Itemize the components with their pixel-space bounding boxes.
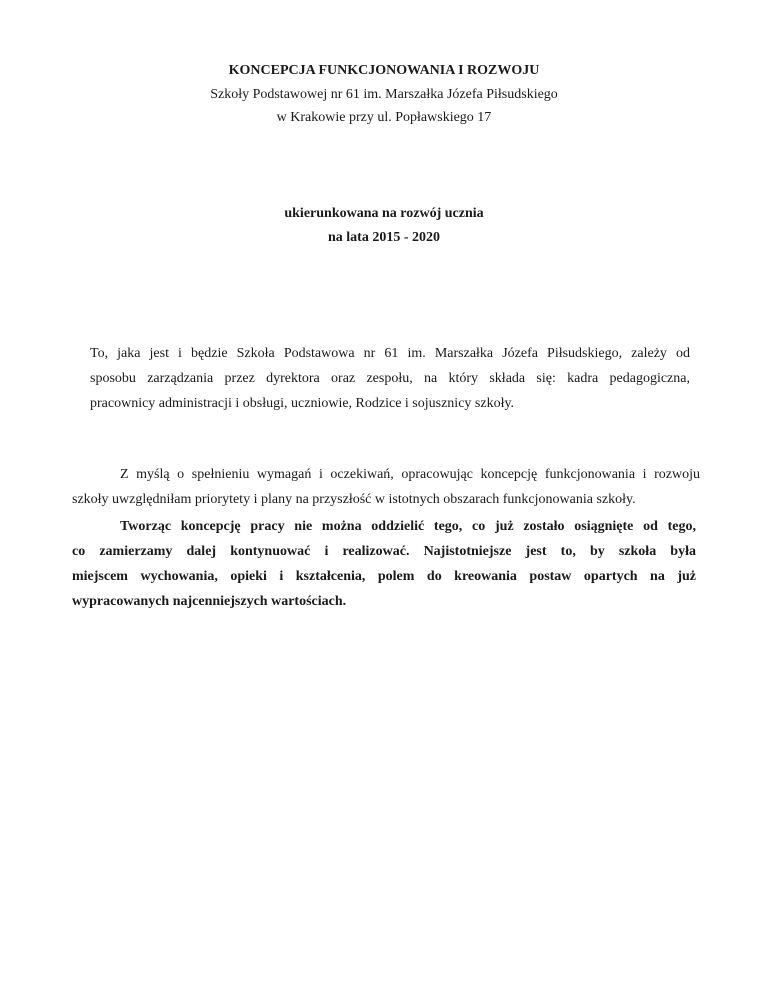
paragraph-line: miejscem wychowania, opieki i kształcenia, polem do kreowania postaw opartych na już — [72, 569, 696, 584]
document-title: KONCEPCJA FUNKCJONOWANIA I ROZWOJU — [228, 63, 540, 78]
paragraph-line: szkoły uwzględniłam priorytety i plany na przyszłość w istotnych obszarach funkcjonowania szkoły. — [72, 492, 636, 507]
approach-paragraph — [72, 462, 700, 512]
school-name-line: Szkoły Podstawowej nr 61 im. Marszałka Józefa Piłsudskiego — [210, 87, 558, 102]
intro-paragraph — [90, 341, 690, 416]
paragraph-line: co zamierzamy dalej kontynuować i realizować. Najistotniejsze jest to, by szkoła była — [72, 544, 696, 559]
subtitle-years: na lata 2015 - 2020 — [328, 230, 440, 245]
paragraph-line: Tworząc koncepcję pracy nie można oddzielić tego, co już zostało osiągnięte od tego, — [120, 519, 696, 534]
school-address-line: w Krakowie przy ul. Popławskiego 17 — [276, 110, 492, 125]
paragraph-line: Z myślą o spełnieniu wymagań i oczekiwań, opracowując koncepcję funkcjonowania i rozwoju — [120, 467, 700, 482]
paragraph-line: wypracowanych najcenniejszych wartościach. — [72, 594, 347, 609]
paragraph-line: To, jaka jest i będzie Szkoła Podstawowa nr 61 im. Marszałka Józefa Piłsudskiego, zależy od — [90, 346, 690, 361]
subtitle-focus: ukierunkowana na rozwój ucznia — [284, 206, 484, 221]
paragraph-line: sposobu zarządzania przez dyrektora oraz zespołu, na który składa się: kadra pedagogiczna, — [90, 371, 690, 386]
mission-paragraph — [72, 514, 696, 614]
paragraph-line: pracownicy administracji i obsługi, uczniowie, Rodzice i sojusznicy szkoły. — [90, 396, 515, 411]
